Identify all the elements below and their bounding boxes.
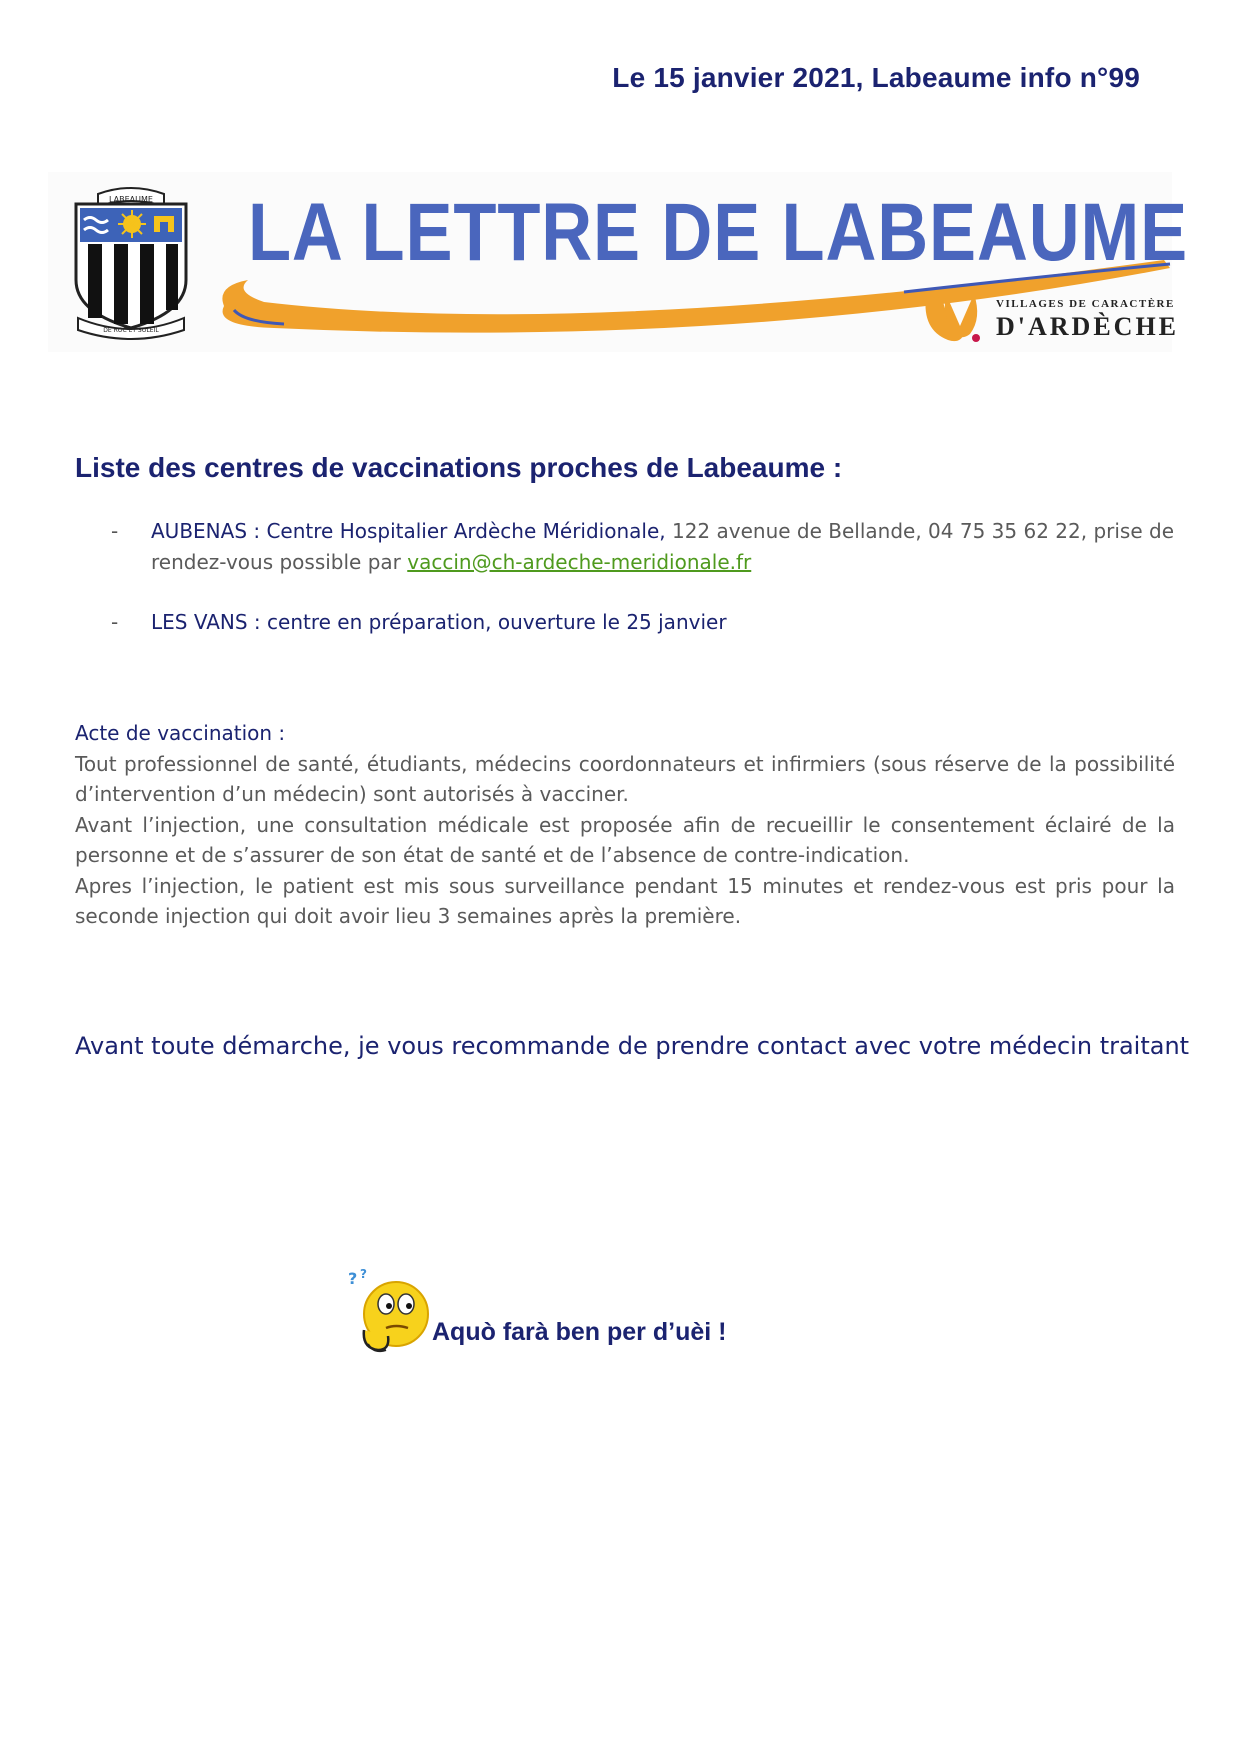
list-bullet: - bbox=[111, 519, 119, 543]
svg-text:?: ? bbox=[348, 1269, 358, 1288]
villages-de-caractere-logo-icon bbox=[920, 290, 996, 346]
labeaume-crest-icon bbox=[58, 180, 204, 340]
badge-big-text: D'ARDÈCHE bbox=[996, 312, 1180, 341]
doctor-recommendation: Avant toute démarche, je vous recommande de prendre contact avec votre médecin traitant bbox=[75, 1032, 1190, 1060]
badge-small-text: VILLAGES DE CARACTÈRE bbox=[996, 298, 1175, 310]
list-item-lead: LES VANS : centre en préparation, ouverture le 25 janvier bbox=[151, 610, 727, 634]
list-item-lead: AUBENAS : Centre Hospitalier Ardèche Méridionale, bbox=[151, 519, 666, 543]
vaccination-email-link[interactable]: vaccin@ch-ardeche-meridionale.fr bbox=[407, 550, 752, 574]
list-item-details: 122 avenue de Bellande, 04 75 35 62 22, prise de rendez-vous possible par bbox=[151, 519, 1174, 574]
acte-paragraph: Tout professionnel de santé, étudiants, médecins coordonnateurs et infirmiers (sous réserve de la possibilité d’intervention d’un médecin) sont autorisés à vacciner. bbox=[75, 751, 1175, 806]
list-item bbox=[75, 607, 1175, 638]
acte-paragraph: Apres l’injection, le patient est mis sous surveillance pendant 15 minutes et rendez-vous est pris pour la seconde injection qui doit avoir lieu 3 semaines après la première. bbox=[75, 873, 1175, 928]
newsletter-banner bbox=[48, 172, 1189, 352]
acte-heading: Acte de vaccination : bbox=[75, 721, 286, 745]
banner-title: LA LETTRE DE LABEAUME bbox=[248, 187, 1189, 278]
list-bullet: - bbox=[111, 610, 119, 634]
vaccination-act-section bbox=[75, 718, 1175, 932]
closing-phrase: Aquò farà ben per d’uèi ! bbox=[432, 1318, 727, 1346]
acte-paragraph: Avant l’injection, une consultation médicale est proposée afin de recueillir le consentement éclairé de la personne et de s’assurer de son état de santé et de l’absence de contre-indication. bbox=[75, 812, 1175, 867]
crest-top-text: LABEAUME bbox=[109, 195, 153, 204]
crest-motto: DE ROC ET SOLEIL bbox=[103, 327, 159, 334]
vaccination-centers-list bbox=[75, 516, 1175, 667]
list-item bbox=[75, 516, 1175, 578]
svg-text:?: ? bbox=[360, 1267, 367, 1281]
thinking-smiley-icon bbox=[346, 1266, 436, 1356]
issue-date-line: Le 15 janvier 2021, Labeaume info n°99 bbox=[612, 62, 1140, 93]
section-heading: Liste des centres de vaccinations proches de Labeaume : bbox=[75, 452, 843, 483]
